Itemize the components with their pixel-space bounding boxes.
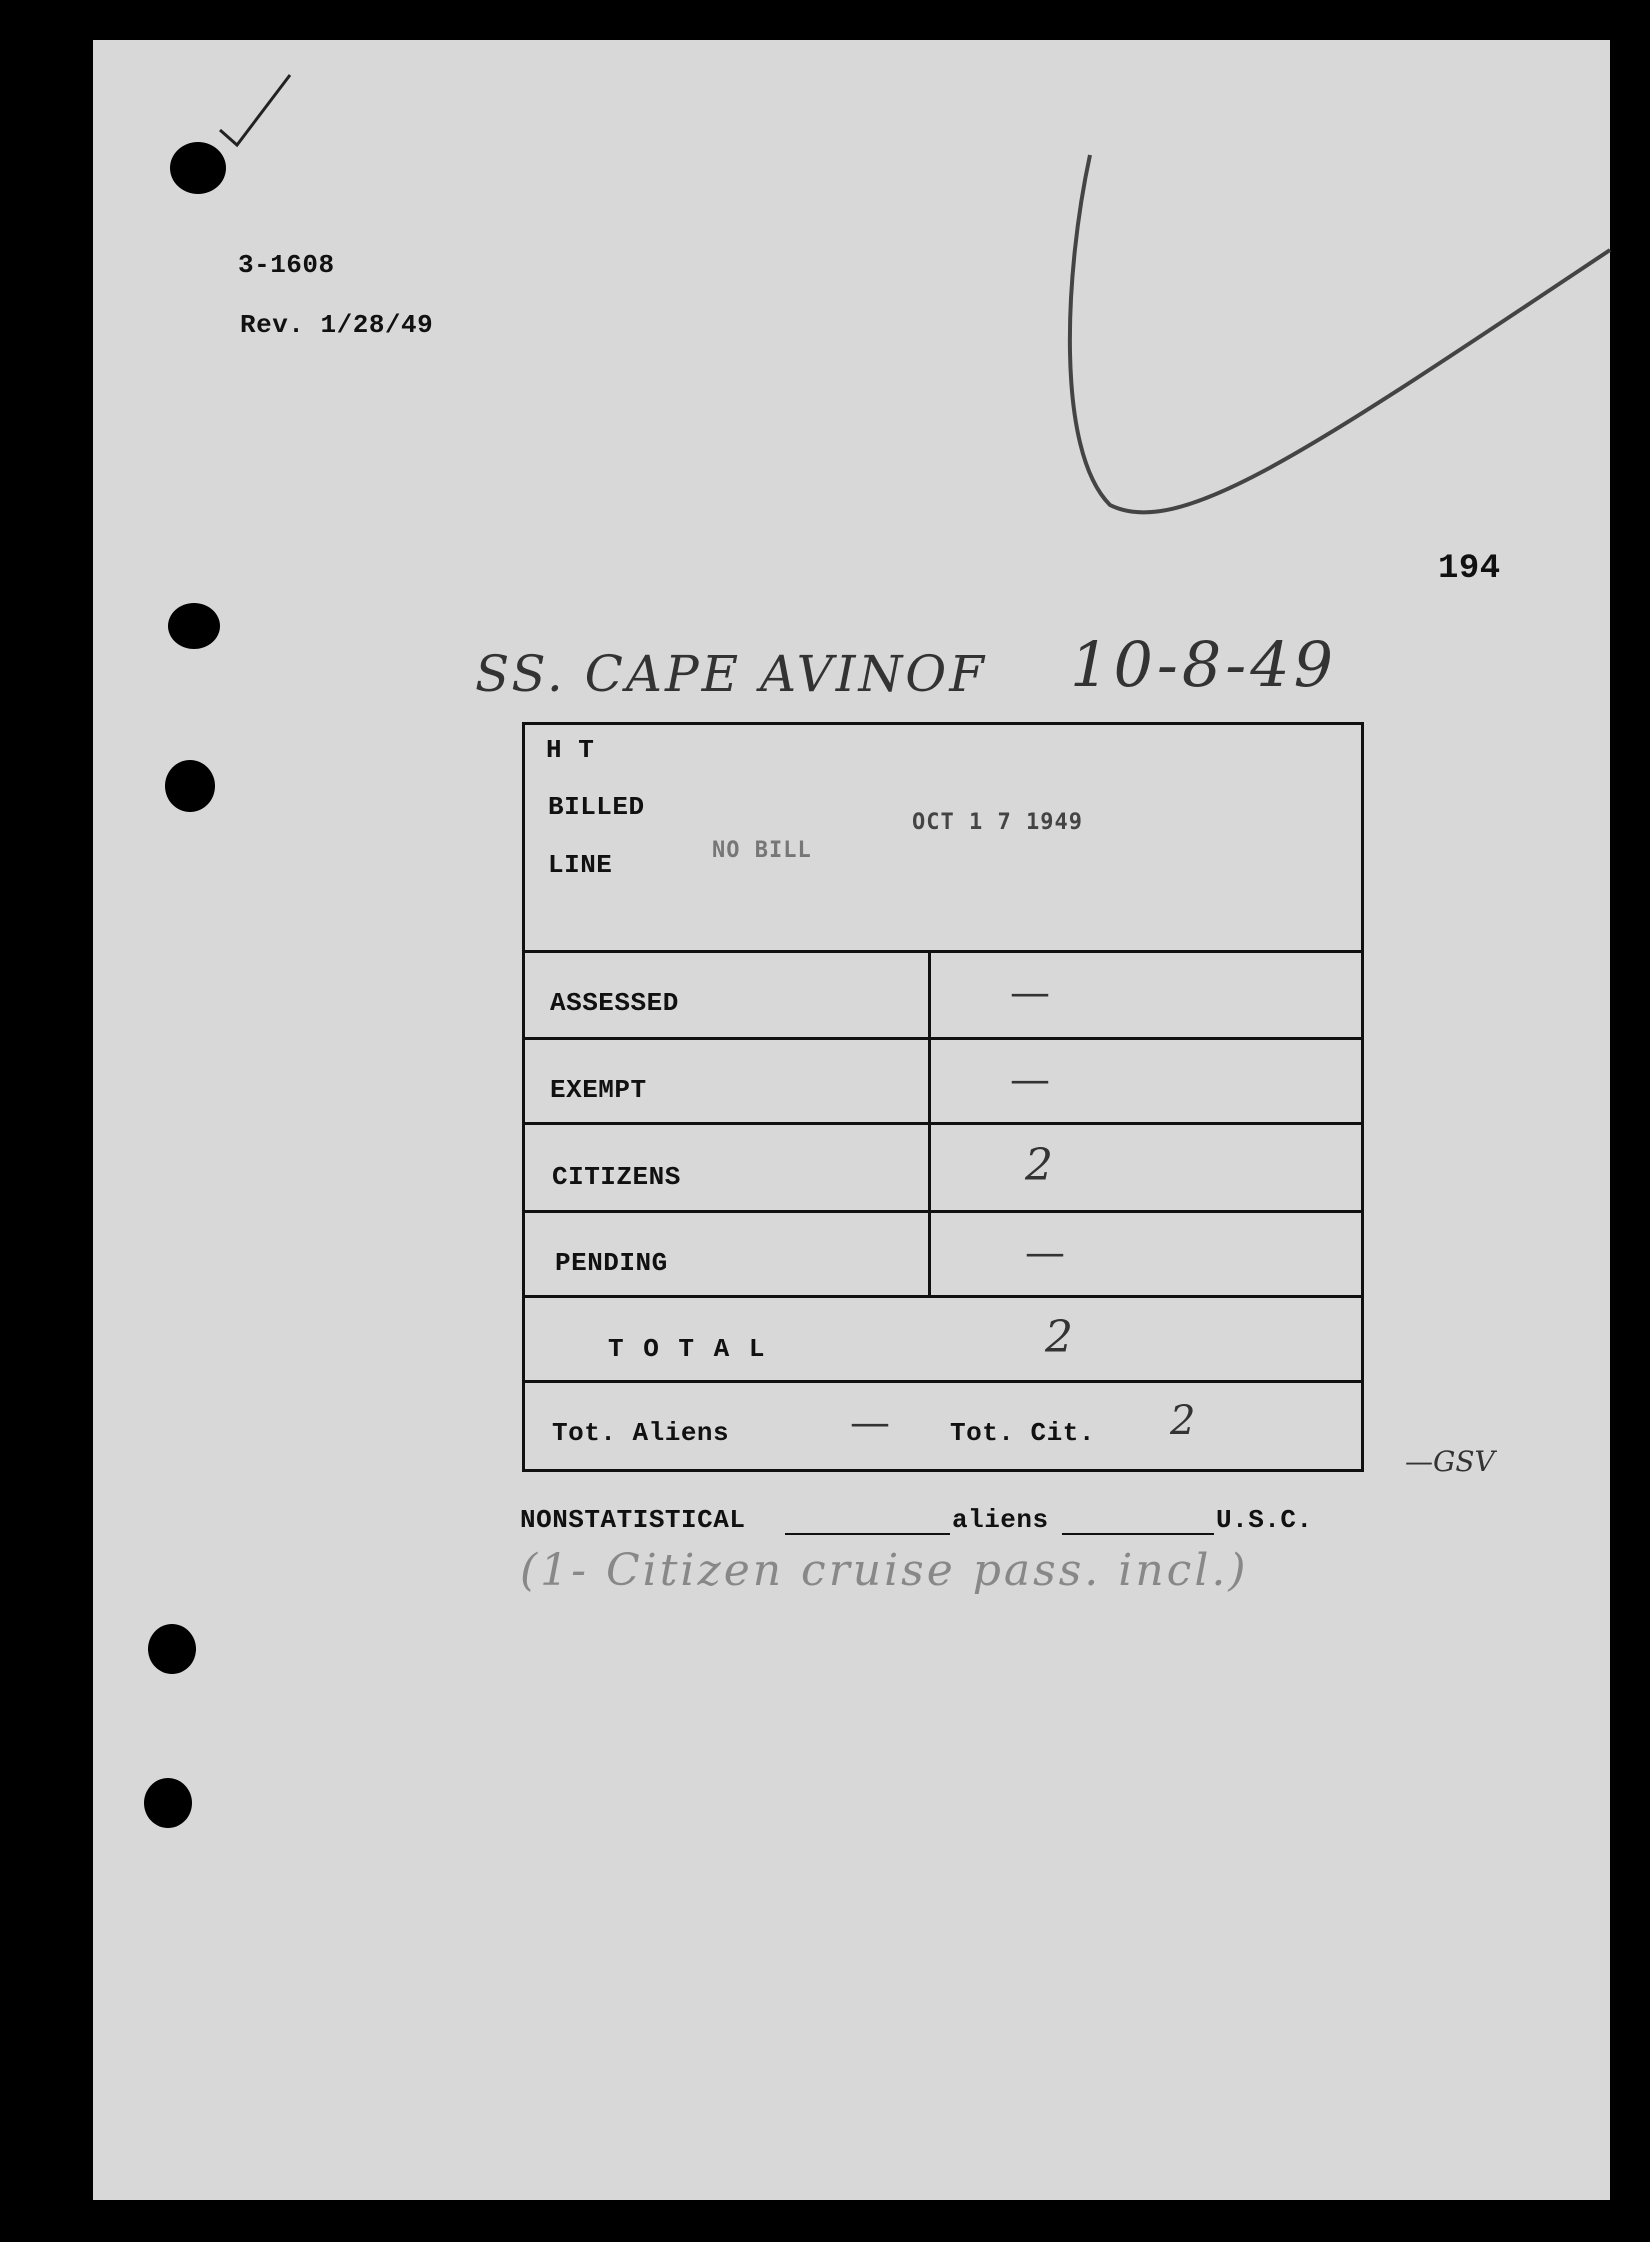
citizens-value: 2	[1025, 1140, 1053, 1191]
ht-label: H T	[546, 735, 595, 765]
initials-handwritten: —GSV	[1405, 1445, 1495, 1478]
billed-label: BILLED	[548, 792, 645, 822]
punch-hole	[144, 1778, 192, 1828]
punch-hole	[168, 603, 220, 649]
line-label: LINE	[548, 850, 613, 880]
tot-aliens-value: —	[850, 1400, 890, 1446]
pending-value: —	[1025, 1230, 1065, 1276]
tot-cit-value: 2	[1170, 1398, 1196, 1444]
footnote-handwritten: (1- Citizen cruise pass. incl.)	[520, 1545, 1249, 1596]
divider	[522, 1037, 1361, 1040]
form-number: 3-1608	[238, 250, 335, 280]
vessel-name-handwritten: SS. CAPE AVINOF	[475, 645, 987, 703]
total-label: T O T A L	[608, 1334, 767, 1364]
no-bill-stamp: NO BILL	[712, 838, 812, 863]
aliens-label: aliens	[952, 1505, 1049, 1535]
form-revision: Rev. 1/28/49	[240, 310, 434, 340]
assessed-value: —	[1010, 970, 1050, 1016]
divider	[522, 1295, 1361, 1298]
nonstatistical-usc-blank	[1062, 1533, 1214, 1535]
date-stamp: OCT 1 7 1949	[912, 810, 1083, 835]
total-value: 2	[1045, 1312, 1073, 1363]
pending-label: PENDING	[555, 1248, 668, 1278]
arrival-date-handwritten: 10-8-49	[1070, 628, 1338, 701]
usc-label: U.S.C.	[1216, 1505, 1313, 1535]
divider	[522, 950, 1361, 953]
nonstatistical-aliens-blank	[785, 1533, 950, 1535]
citizens-label: CITIZENS	[552, 1162, 681, 1192]
exempt-value: —	[1010, 1057, 1050, 1103]
nonstatistical-label: NONSTATISTICAL	[520, 1505, 746, 1535]
check-mark-icon	[215, 70, 295, 150]
tot-cit-label: Tot. Cit.	[950, 1418, 1095, 1448]
divider	[522, 1210, 1361, 1213]
divider	[522, 1122, 1361, 1125]
punch-hole	[165, 760, 215, 812]
pencil-check-mark-icon	[1060, 150, 1620, 530]
page-number: 194	[1438, 550, 1501, 588]
exempt-label: EXEMPT	[550, 1075, 647, 1105]
divider	[928, 953, 931, 1295]
assessed-label: ASSESSED	[550, 988, 679, 1018]
punch-hole	[148, 1624, 196, 1674]
tot-aliens-label: Tot. Aliens	[552, 1418, 730, 1448]
divider	[522, 1380, 1361, 1383]
